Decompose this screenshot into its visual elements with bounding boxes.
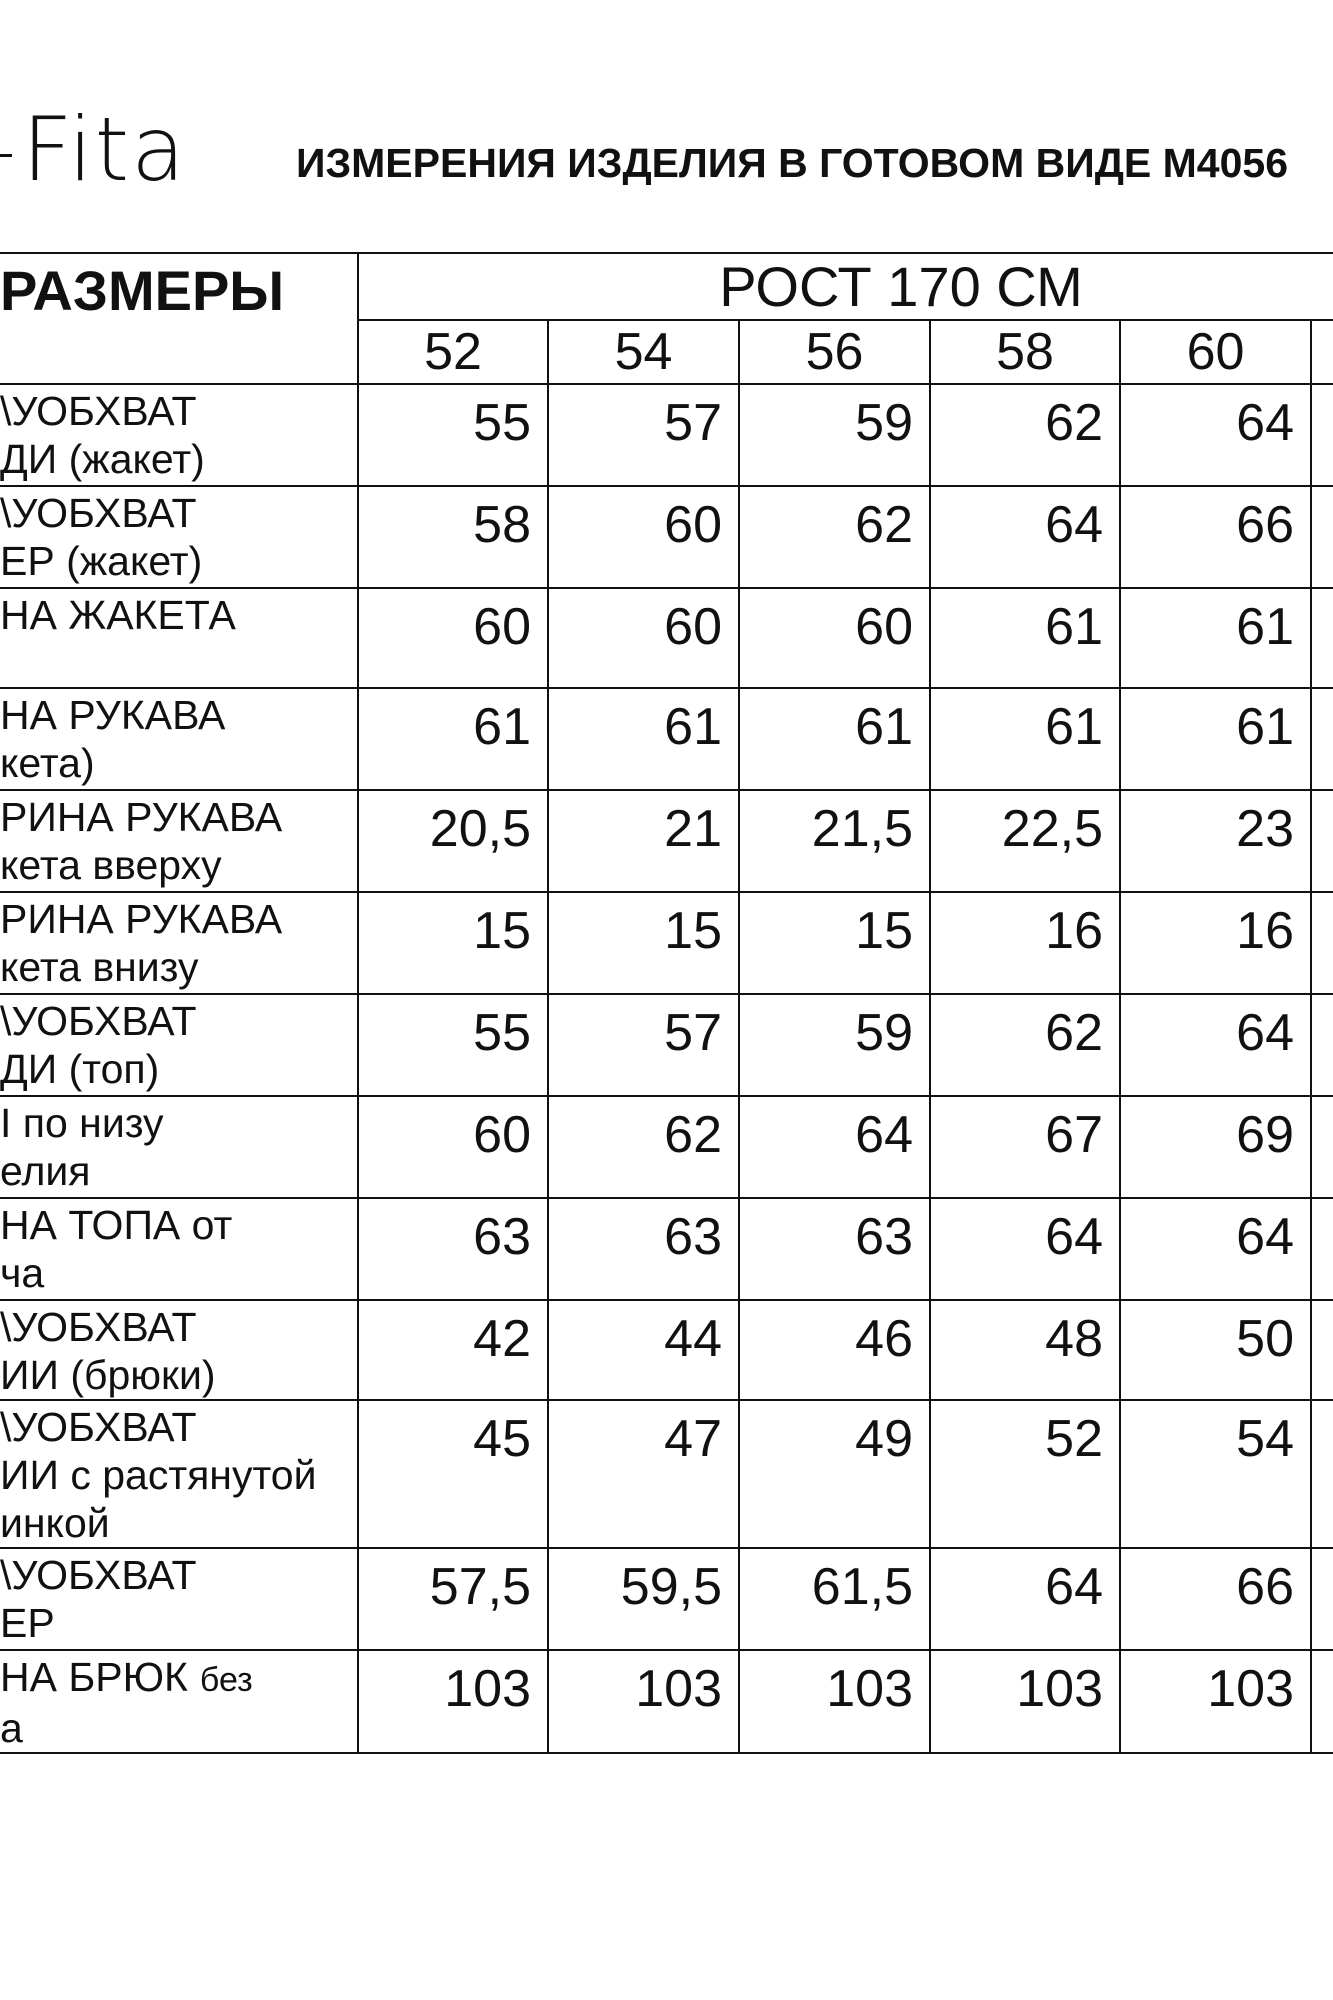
table-row <box>0 892 1333 994</box>
value-cell: 15 <box>358 892 548 994</box>
row-label-line <box>0 793 357 841</box>
row-label <box>0 892 358 994</box>
row-label-line <box>0 1451 357 1499</box>
row-label-text: ИИ с растянутой <box>0 1452 317 1498</box>
value-cell: 15 <box>548 892 739 994</box>
row-label <box>0 688 358 790</box>
value-cell: 57,5 <box>358 1548 548 1650</box>
row-label-text: кета) <box>0 740 95 786</box>
value-cell: 21,5 <box>739 790 930 892</box>
row-label-text: кета внизу <box>0 944 199 990</box>
row-label-text: РИНА РУКАВА <box>0 794 283 840</box>
height-header: РОСТ 170 СМ <box>358 253 1333 320</box>
value-cell: 62 <box>739 486 930 588</box>
row-label-text: ча <box>0 1250 45 1296</box>
value-cell: 44 <box>548 1300 739 1400</box>
size-header-cell: 52 <box>358 320 548 384</box>
row-label-text: ЕР <box>0 1600 55 1646</box>
size-header-cell: 60 <box>1120 320 1311 384</box>
value-cell: 69 <box>1120 1096 1311 1198</box>
value-cell: 64 <box>1120 994 1311 1096</box>
value-cell: 55 <box>358 384 548 486</box>
row-label-line <box>0 1403 357 1451</box>
value-cell: 61 <box>930 588 1120 688</box>
row-label-text: \УОБХВАТ <box>0 1404 197 1450</box>
value-cell: 103 <box>739 1650 930 1753</box>
value-cell: 61 <box>739 688 930 790</box>
value-cell: 16 <box>930 892 1120 994</box>
row-label <box>0 1300 358 1400</box>
value-cell: 62 <box>930 994 1120 1096</box>
value-cell-cropped <box>1311 1198 1333 1300</box>
value-cell: 61 <box>1120 588 1311 688</box>
row-label-line <box>0 841 357 889</box>
row-label-text: ИИ (брюки) <box>0 1352 216 1398</box>
value-cell: 64 <box>930 486 1120 588</box>
row-label-text: елия <box>0 1148 91 1194</box>
value-cell: 42 <box>358 1300 548 1400</box>
value-cell: 49 <box>739 1400 930 1548</box>
row-label-text: ДИ (жакет) <box>0 436 205 482</box>
row-label-text: \УОБХВАТ <box>0 388 197 434</box>
value-cell: 103 <box>930 1650 1120 1753</box>
value-cell-cropped <box>1311 790 1333 892</box>
row-label <box>0 1548 358 1650</box>
table-row <box>0 790 1333 892</box>
row-label <box>0 1400 358 1548</box>
size-header-cell: 54 <box>548 320 739 384</box>
table-row <box>0 1096 1333 1198</box>
sizes-header: РАЗМЕРЫ <box>0 253 358 384</box>
value-cell-cropped <box>1311 1548 1333 1650</box>
row-label-line <box>0 1704 357 1752</box>
row-label-line <box>0 1249 357 1297</box>
value-cell: 61 <box>930 688 1120 790</box>
value-cell-cropped <box>1311 688 1333 790</box>
row-label-line <box>0 997 357 1045</box>
value-cell: 60 <box>739 588 930 688</box>
size-header-cell-cropped <box>1311 320 1333 384</box>
value-cell: 22,5 <box>930 790 1120 892</box>
row-label-text: НА ТОПА от <box>0 1202 233 1248</box>
table-row <box>0 486 1333 588</box>
row-label <box>0 1650 358 1753</box>
row-label-line <box>0 739 357 787</box>
row-label-text: \УОБХВАТ <box>0 1552 197 1598</box>
row-label-line <box>0 489 357 537</box>
header-row-height <box>0 253 1333 320</box>
value-cell-cropped <box>1311 1650 1333 1753</box>
row-label-text: НА ЖАКЕТА <box>0 592 236 638</box>
row-label-line <box>0 387 357 435</box>
row-label-text: инкой <box>0 1500 110 1546</box>
size-header-cell: 56 <box>739 320 930 384</box>
row-label-line <box>0 895 357 943</box>
row-label-text: НА РУКАВА <box>0 692 226 738</box>
row-label-text: \УОБХВАТ <box>0 490 197 536</box>
table-row <box>0 688 1333 790</box>
value-cell-cropped <box>1311 1096 1333 1198</box>
value-cell: 64 <box>739 1096 930 1198</box>
row-label-line <box>0 1201 357 1249</box>
row-label <box>0 994 358 1096</box>
row-label-line <box>0 1303 357 1351</box>
table-row <box>0 384 1333 486</box>
value-cell: 57 <box>548 994 739 1096</box>
value-cell-cropped <box>1311 994 1333 1096</box>
value-cell: 62 <box>930 384 1120 486</box>
row-label-text: кета вверху <box>0 842 222 888</box>
row-label-line <box>0 691 357 739</box>
value-cell: 64 <box>1120 1198 1311 1300</box>
value-cell: 54 <box>1120 1400 1311 1548</box>
row-label-text: РИНА РУКАВА <box>0 896 283 942</box>
row-label-line <box>0 1045 357 1093</box>
value-cell: 103 <box>358 1650 548 1753</box>
value-cell: 15 <box>739 892 930 994</box>
row-label <box>0 384 358 486</box>
value-cell: 64 <box>930 1548 1120 1650</box>
row-label-text: \УОБХВАТ <box>0 998 197 1044</box>
value-cell: 21 <box>548 790 739 892</box>
value-cell-cropped <box>1311 1300 1333 1400</box>
row-label-text: НА БРЮК <box>0 1654 188 1700</box>
row-label-text: а <box>0 1705 23 1751</box>
value-cell: 62 <box>548 1096 739 1198</box>
row-label <box>0 790 358 892</box>
row-label <box>0 1198 358 1300</box>
value-cell: 52 <box>930 1400 1120 1548</box>
row-label <box>0 486 358 588</box>
row-label-text: ДИ (топ) <box>0 1046 160 1092</box>
value-cell: 59 <box>739 994 930 1096</box>
row-label-line <box>0 1351 357 1399</box>
value-cell: 61 <box>1120 688 1311 790</box>
table-row <box>0 1650 1333 1753</box>
row-label-line <box>0 435 357 483</box>
value-cell: 64 <box>930 1198 1120 1300</box>
table-row <box>0 588 1333 688</box>
value-cell: 23 <box>1120 790 1311 892</box>
value-cell-cropped <box>1311 588 1333 688</box>
value-cell: 20,5 <box>358 790 548 892</box>
row-label <box>0 588 358 688</box>
row-label-text: \УОБХВАТ <box>0 1304 197 1350</box>
row-label-line <box>0 1653 357 1704</box>
value-cell: 64 <box>1120 384 1311 486</box>
row-label <box>0 1096 358 1198</box>
value-cell: 59,5 <box>548 1548 739 1650</box>
table-row <box>0 1198 1333 1300</box>
brand-logo <box>0 100 187 200</box>
row-label-line <box>0 537 357 585</box>
value-cell-cropped <box>1311 486 1333 588</box>
table-row <box>0 1400 1333 1548</box>
value-cell: 47 <box>548 1400 739 1548</box>
value-cell: 60 <box>548 486 739 588</box>
row-label-text: I по низу <box>0 1100 164 1146</box>
value-cell: 61,5 <box>739 1548 930 1650</box>
row-label-text: ЕР (жакет) <box>0 538 203 584</box>
row-label-suffix: без <box>199 1661 253 1699</box>
value-cell: 60 <box>358 1096 548 1198</box>
value-cell: 61 <box>358 688 548 790</box>
value-cell: 46 <box>739 1300 930 1400</box>
value-cell: 103 <box>548 1650 739 1753</box>
value-cell: 59 <box>739 384 930 486</box>
size-header-cell: 58 <box>930 320 1120 384</box>
table-row <box>0 1548 1333 1650</box>
logo-text: Fita <box>22 98 188 201</box>
value-cell: 61 <box>548 688 739 790</box>
row-label-line <box>0 591 357 639</box>
value-cell-cropped <box>1311 384 1333 486</box>
value-cell: 16 <box>1120 892 1311 994</box>
row-label-line <box>0 1551 357 1599</box>
row-label-line <box>0 639 357 687</box>
value-cell: 45 <box>358 1400 548 1548</box>
value-cell: 60 <box>548 588 739 688</box>
logo-dash-icon <box>0 154 12 157</box>
value-cell: 55 <box>358 994 548 1096</box>
value-cell-cropped <box>1311 1400 1333 1548</box>
value-cell: 50 <box>1120 1300 1311 1400</box>
value-cell: 67 <box>930 1096 1120 1198</box>
row-label-line <box>0 1099 357 1147</box>
value-cell: 63 <box>358 1198 548 1300</box>
value-cell: 48 <box>930 1300 1120 1400</box>
value-cell-cropped <box>1311 892 1333 994</box>
value-cell: 63 <box>548 1198 739 1300</box>
row-label-line <box>0 943 357 991</box>
value-cell: 66 <box>1120 486 1311 588</box>
document-title: ИЗМЕРЕНИЯ ИЗДЕЛИЯ В ГОТОВОМ ВИДЕ М4056 <box>296 140 1289 186</box>
value-cell: 57 <box>548 384 739 486</box>
measurements-table <box>0 252 1333 1754</box>
table-row <box>0 994 1333 1096</box>
table-row <box>0 1300 1333 1400</box>
row-label-line <box>0 1147 357 1195</box>
value-cell: 103 <box>1120 1650 1311 1753</box>
row-label-line <box>0 1599 357 1647</box>
value-cell: 58 <box>358 486 548 588</box>
value-cell: 60 <box>358 588 548 688</box>
value-cell: 63 <box>739 1198 930 1300</box>
value-cell: 66 <box>1120 1548 1311 1650</box>
row-label-line <box>0 1499 357 1547</box>
